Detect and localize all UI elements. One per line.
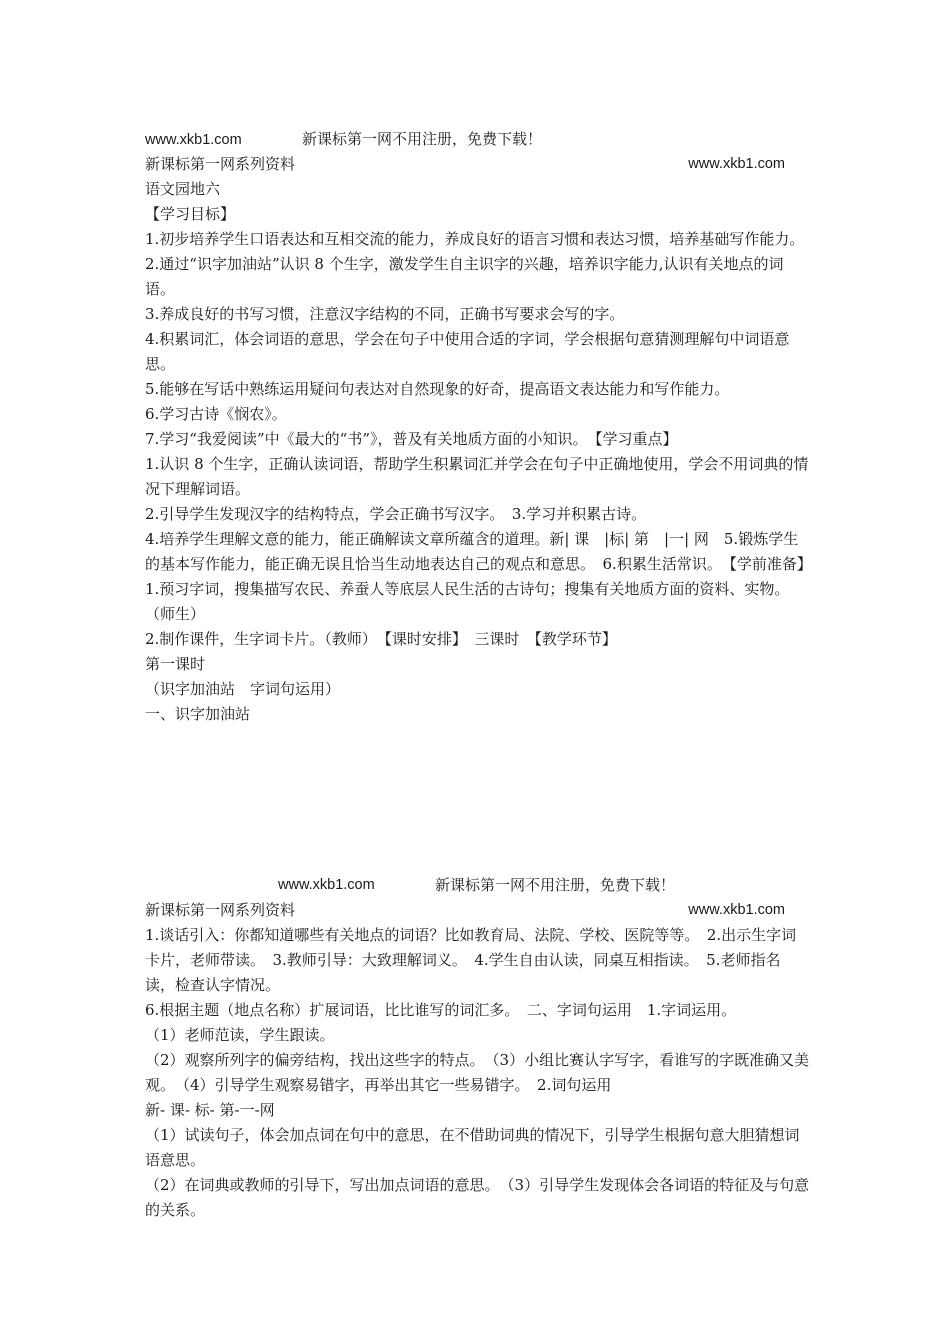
section-heading: 一、识字加油站	[145, 705, 251, 723]
watermark-line: 新- 课- 标- 第-一-网	[145, 1101, 275, 1119]
section-heading-goals: 【学习目标】	[145, 205, 236, 223]
paragraph: （1）试读句子，体会加点词在句中的意思，在不借助词典的情况下，引导学生根据句意大胆猜想词语意思。	[145, 1126, 800, 1169]
paragraph: 2.制作课件，生字词卡片。（教师） 【课时安排】 三课时 【教学环节】	[145, 630, 617, 648]
header-url[interactable]: www.xkb1.com	[145, 132, 242, 148]
paragraph: （2）观察所列字的偏旁结构，找出这些字的特点。 （3）小组比赛认字写字，看谁写的字既准确又美观。 （4）引导学生观察易错字，再举出其它一些易错字。 2.词句运用	[145, 1051, 810, 1094]
paragraph: 7.学习“我爱阅读”中《最大的“书”》，普及有关地质方面的小知识。 【学习重点】	[145, 430, 678, 448]
series-url[interactable]: www.xkb1.com	[688, 156, 785, 172]
paragraph: 4.积累词汇，体会词语的意思，学会在句子中使用合适的字词，学会根据句意猜测理解句中词语意思。	[145, 330, 790, 373]
paragraph: 5.能够在写话中熟练运用疑问句表达对自然现象的好奇，提高语文表达能力和写作能力。	[145, 380, 730, 398]
series-line	[145, 898, 810, 923]
series-line	[145, 152, 810, 177]
doc-title: 语文园地六	[145, 180, 221, 198]
paragraph: 6.根据主题（地点名称）扩展词语，比比谁写的词汇多。 二、字词句运用 1.字词运用。	[145, 1001, 737, 1019]
paragraph: 4.培养学生理解文意的能力，能正确解读文章所蕴含的道理。新| 课 |标| 第 |一| 网 5.锻炼学生的基本写作能力，能正确无误且恰当生动地表达自己的观点和意思。 6.积累生活常识。 【学前准备】	[145, 530, 812, 573]
series-label: 新课标第一网系列资料	[145, 901, 296, 919]
page-2-header	[145, 873, 810, 898]
page-1	[145, 127, 810, 727]
series-url[interactable]: www.xkb1.com	[688, 902, 785, 918]
lesson-title: 第一课时	[145, 655, 206, 673]
paragraph: （1）老师范读，学生跟读。	[145, 1026, 335, 1044]
paragraph: 2.引导学生发现汉字的结构特点，学会正确书写汉字。 3.学习并积累古诗。	[145, 505, 647, 523]
paragraph: 1.认识 8 个生字，正确认读词语，帮助学生积累词汇并学会在句子中正确地使用，学会不用词典的情况下理解词语。	[145, 455, 809, 498]
lesson-subtitle: （识字加油站 字词句运用）	[145, 680, 341, 698]
paragraph: 6.学习古诗《悯农》。	[145, 405, 287, 423]
page-1-header	[145, 127, 810, 152]
series-label: 新课标第一网系列资料	[145, 155, 296, 173]
page-2	[145, 873, 810, 1223]
paragraph: 1.预习字词，搜集描写农民、养蚕人等底层人民生活的古诗句；搜集有关地质方面的资料、实物。（师生）	[145, 580, 790, 623]
paragraph: （2）在词典或教师的引导下，写出加点词语的意思。 （3）引导学生发现体会各词语的特征及与句意的关系。	[145, 1176, 810, 1219]
header-url[interactable]: www.xkb1.com	[278, 877, 375, 893]
header-slogan: 新课标第一网不用注册，免费下载！	[435, 876, 676, 894]
paragraph: 2.通过“识字加油站”认识 8 个生字，激发学生自主识字的兴趣，培养识字能力,认识有关地点的词语。	[145, 255, 784, 298]
paragraph: 1.初步培养学生口语表达和互相交流的能力，养成良好的语言习惯和表达习惯，培养基础写作能力。	[145, 230, 805, 248]
paragraph: 1.谈话引入：你都知道哪些有关地点的词语？比如教育局、法院、学校、医院等等。 2.出示生字词卡片，老师带读。 3.教师引导：大致理解词义。 4.学生自由认读，同桌互相指读。 5.老师指名读，检查认字情况。	[145, 926, 797, 994]
paragraph: 3.养成良好的书写习惯，注意汉字结构的不同，正确书写要求会写的字。	[145, 305, 625, 323]
header-slogan: 新课标第一网不用注册，免费下载！	[302, 130, 543, 148]
